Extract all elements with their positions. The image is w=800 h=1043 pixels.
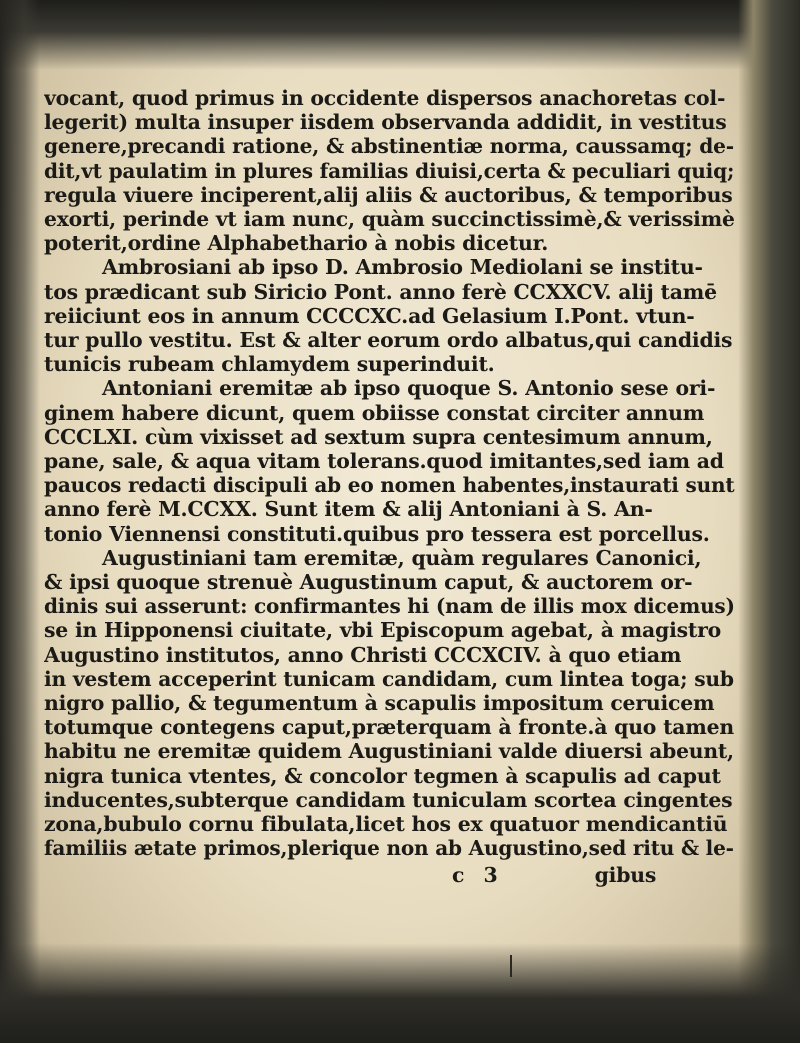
text-line: se in Hipponensi ciuitate, vbi Episcopum agebat, à magistro bbox=[44, 618, 722, 643]
text-line: dit,vt paulatim in plures familias diuisi,certa & peculiari quiq; bbox=[44, 158, 735, 183]
text-line: & ipsi quoque strenuè Augustinum caput, & auctorem or- bbox=[44, 570, 693, 595]
text-line: pane, sale, & aqua vitam tolerans.quod imitantes,sed iam ad bbox=[44, 449, 724, 474]
text-line: nigra tunica vtentes, & concolor tegmen à scapulis ad caput bbox=[44, 763, 721, 788]
signature-mark: c 3 bbox=[452, 862, 504, 887]
page-mark-tick bbox=[510, 955, 512, 977]
text-line: tonio Viennensi constituti.quibus pro tessera est porcellus. bbox=[44, 521, 710, 546]
catchword: gibus bbox=[594, 862, 657, 887]
text-line: genere,precandi ratione, & abstinentiæ norma, caussamq; de- bbox=[44, 134, 734, 159]
text-line: exorti, perinde vt iam nunc, quàm succinctissimè,& verissimè bbox=[44, 207, 735, 232]
text-line: ginem habere dicunt, quem obiisse constat circiter annum bbox=[44, 400, 705, 425]
right-page-edge bbox=[738, 0, 800, 1043]
left-gutter-shadow bbox=[0, 0, 40, 1043]
text-line: tur pullo vestitu. Est & alter eorum ordo albatus,qui candidis bbox=[44, 328, 733, 353]
page-footer bbox=[44, 863, 734, 887]
text-line: zona,bubulo cornu fibulata,licet hos ex quatuor mendicantiū bbox=[44, 812, 728, 837]
text-line: poterit,ordine Alphabethario à nobis dicetur. bbox=[44, 231, 549, 256]
text-line: vocant, quod primus in occidente dispersos anachoretas col- bbox=[44, 86, 726, 110]
top-shadow bbox=[0, 0, 800, 70]
text-line: reiiciunt eos in annum CCCCXC.ad Gelasium I.Pont. vtun- bbox=[44, 303, 695, 328]
text-line: Augustino institutos, anno Christi CCCXCIV. à quo etiam bbox=[44, 642, 682, 667]
bottom-shadow bbox=[0, 943, 800, 1043]
text-line: dinis sui asserunt: confirmantes hi (nam de illis mox dicemus) bbox=[44, 594, 735, 619]
text-line: familiis ætate primos,plerique non ab Augustino,sed ritu & le- bbox=[44, 836, 734, 861]
text-line: CCCLXI. cùm vixisset ad sextum supra centesimum annum, bbox=[44, 424, 713, 449]
text-line: habitu ne eremitæ quidem Augustiniani valde diuersi abeunt, bbox=[44, 739, 734, 764]
text-line: regula viuere inciperent,alij aliis & auctoribus, & temporibus bbox=[44, 182, 733, 207]
paragraph-start-ambrosiani: Ambrosiani ab ipso D. Ambrosio Mediolani se institu- bbox=[102, 255, 703, 280]
text-line: totumque contegens caput,præterquam à fronte.à quo tamen bbox=[44, 715, 735, 740]
text-line: tos prædicant sub Siricio Pont. anno ferè CCXXCV. alij tamē bbox=[44, 279, 717, 304]
text-line: anno ferè M.CCXX. Sunt item & alij Antoniani à S. An- bbox=[44, 497, 653, 522]
text-line: tunicis rubeam chlamydem superinduit. bbox=[44, 352, 495, 377]
text-line: paucos redacti discipuli ab eo nomen habentes,instaurati sunt bbox=[44, 473, 735, 498]
text-line: inducentes,subterque candidam tuniculam scortea cingentes bbox=[44, 787, 733, 812]
text-line: legerit) multa insuper iisdem observanda addidit, in vestitus bbox=[44, 110, 727, 135]
paragraph-start-antoniani: Antoniani eremitæ ab ipso quoque S. Antonio sese ori- bbox=[102, 376, 716, 401]
text-line: in vestem acceperint tunicam candidam, cum lintea toga; sub bbox=[44, 666, 734, 691]
text-line: nigro pallio, & tegumentum à scapulis impositum ceruicem bbox=[44, 691, 715, 716]
latin-text-body bbox=[44, 86, 734, 887]
paragraph-start-augustiniani: Augustiniani tam eremitæ, quàm regulares Canonici, bbox=[102, 545, 702, 570]
